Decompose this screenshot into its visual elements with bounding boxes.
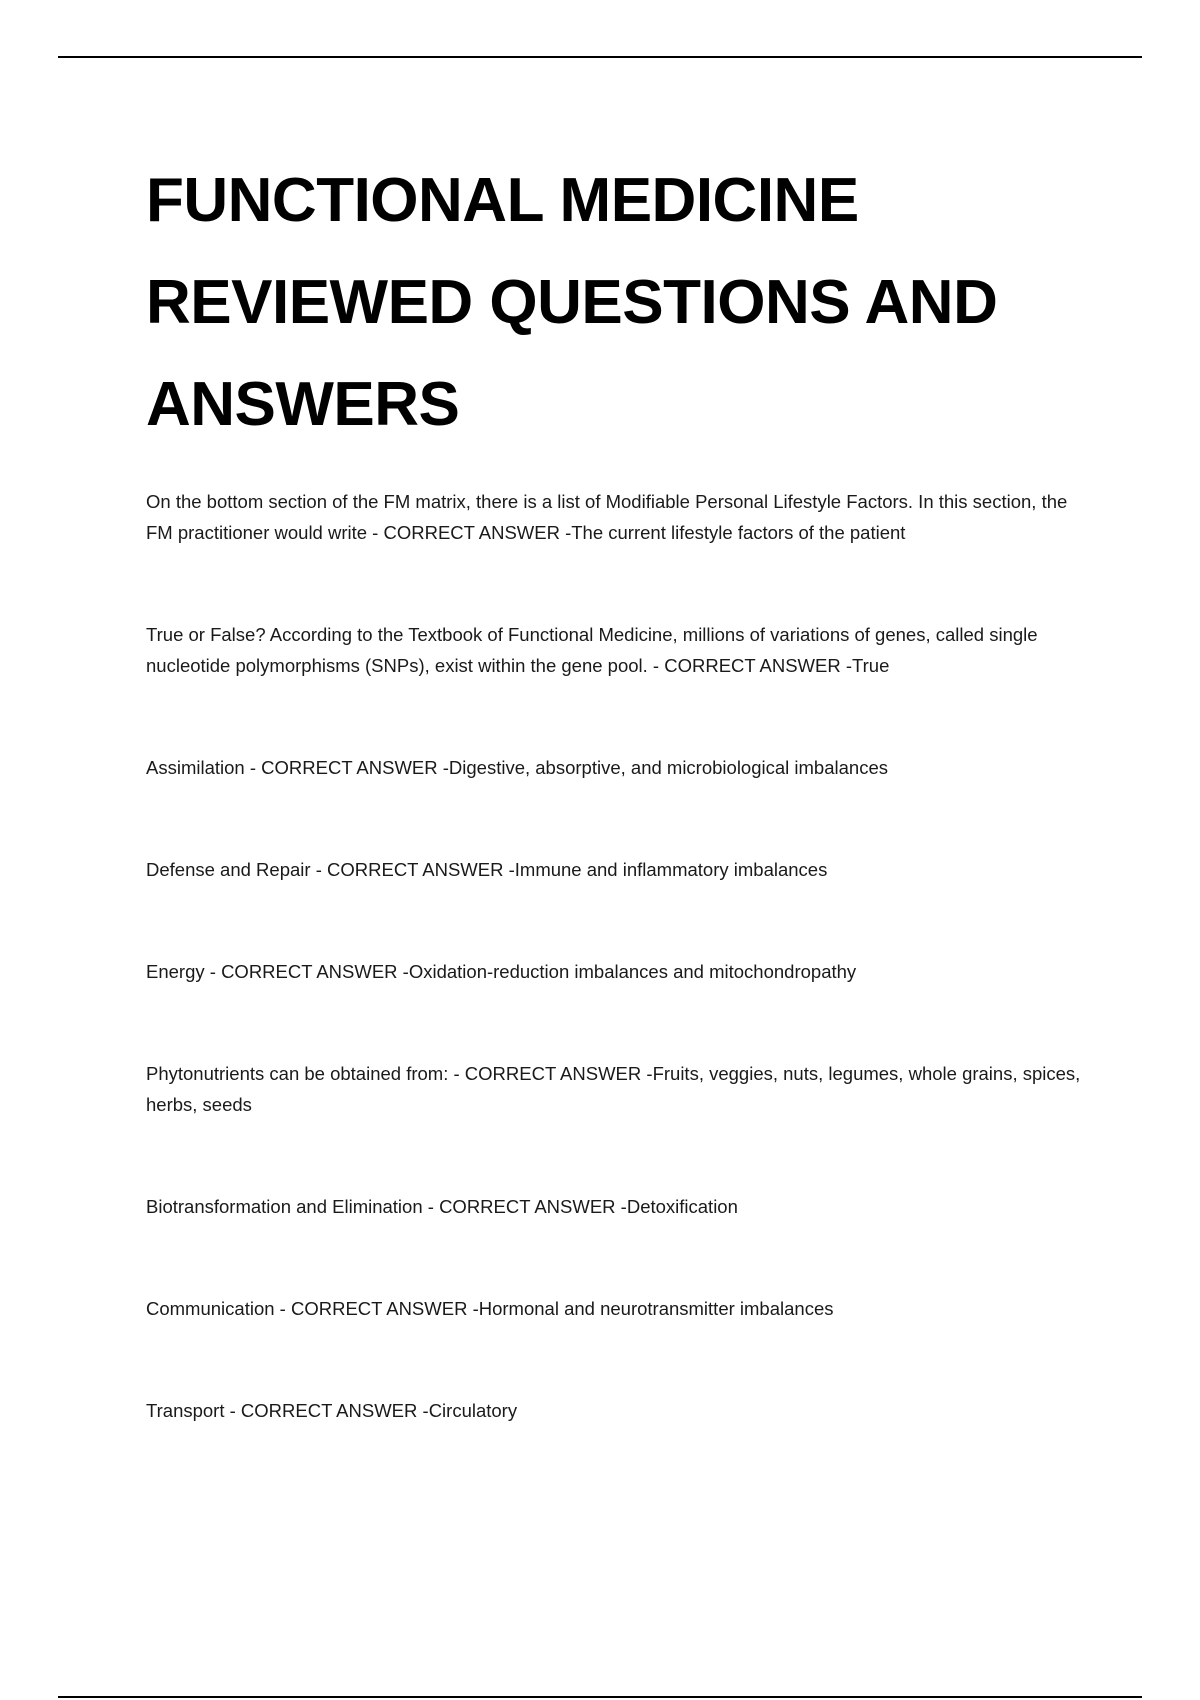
qa-answer: Immune and inflammatory imbalances xyxy=(514,859,828,880)
qa-question: True or False? According to the Textbook of Functional Medicine, millions of variations of genes, called single nucleotide polymorphisms (SNPs), exist within the gene pool. xyxy=(146,624,1038,676)
qa-question: Transport xyxy=(146,1400,225,1421)
qa-item xyxy=(146,619,1096,681)
qa-separator: - CORRECT ANSWER - xyxy=(224,1400,429,1421)
qa-answer: Digestive, absorptive, and microbiological imbalances xyxy=(448,757,888,778)
qa-answer: Hormonal and neurotransmitter imbalances xyxy=(478,1298,834,1319)
bottom-rule xyxy=(58,1696,1142,1698)
qa-item xyxy=(146,486,1096,548)
qa-separator: - CORRECT ANSWER - xyxy=(274,1298,479,1319)
qa-separator: - CORRECT ANSWER - xyxy=(204,961,409,982)
document-body xyxy=(146,150,1096,1426)
qa-item xyxy=(146,1293,1096,1324)
qa-item xyxy=(146,854,1096,885)
qa-item xyxy=(146,1395,1096,1426)
qa-separator: - CORRECT ANSWER - xyxy=(422,1196,627,1217)
qa-question: Communication xyxy=(146,1298,275,1319)
qa-item xyxy=(146,956,1096,987)
qa-question: Energy xyxy=(146,961,205,982)
qa-question: Biotransformation and Elimination xyxy=(146,1196,423,1217)
qa-answer: The current lifestyle factors of the patient xyxy=(571,522,906,543)
qa-answer: Detoxification xyxy=(626,1196,738,1217)
qa-question: Defense and Repair xyxy=(146,859,311,880)
qa-answer: True xyxy=(852,655,890,676)
qa-item xyxy=(146,752,1096,783)
qa-answer: Circulatory xyxy=(428,1400,518,1421)
qa-list xyxy=(146,486,1096,1426)
qa-separator: - CORRECT ANSWER - xyxy=(448,1063,653,1084)
top-rule xyxy=(58,56,1142,58)
qa-item xyxy=(146,1191,1096,1222)
qa-separator: - CORRECT ANSWER - xyxy=(647,655,852,676)
qa-separator: - CORRECT ANSWER - xyxy=(244,757,449,778)
qa-question: Phytonutrients can be obtained from: xyxy=(146,1063,449,1084)
qa-question: Assimilation xyxy=(146,757,245,778)
qa-question: On the bottom section of the FM matrix, there is a list of Modifiable Personal Lifestyle Factors. In this section, the FM practitioner would write xyxy=(146,491,1068,543)
document-title: FUNCTIONAL MEDICINE REVIEWED QUESTIONS AND ANSWERS xyxy=(146,166,998,439)
qa-separator: - CORRECT ANSWER - xyxy=(310,859,515,880)
qa-item xyxy=(146,1058,1096,1120)
qa-answer: Fruits, veggies, nuts, legumes, whole grains, spices, herbs, seeds xyxy=(146,1063,1081,1115)
qa-answer: Oxidation-reduction imbalances and mitochondropathy xyxy=(408,961,857,982)
qa-separator: - CORRECT ANSWER - xyxy=(367,522,572,543)
